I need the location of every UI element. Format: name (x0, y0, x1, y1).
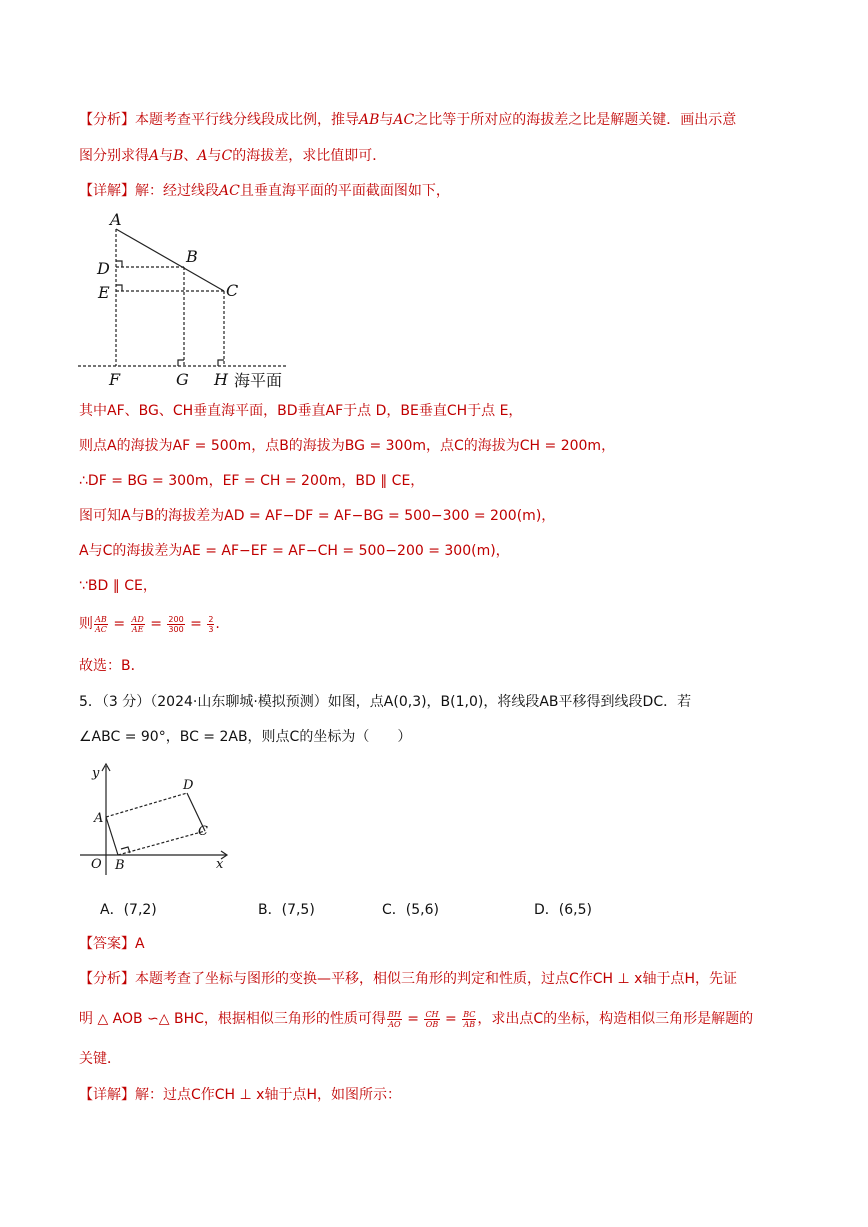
label-O: O (91, 857, 102, 872)
solution-line-2: 则点A的海拔为AF = 500m，点B的海拔为BG = 300m，点C的海拔为CH = 200m， (79, 438, 616, 454)
text: ，求出点C的坐标，构造相似三角形是解题的 (477, 1011, 754, 1027)
option-value: (5,6) (405, 902, 439, 918)
solution-line-4: 图可知A与B的海拔差为AD = AF−DF = AF−BG = 500−300 = 200(m)， (79, 508, 556, 524)
fraction-2-3 (207, 615, 214, 634)
detail-tag: 【详解】 (79, 183, 135, 199)
right-angle-mark-E (116, 285, 122, 291)
text: 本题考查平行线分线段成比例，推导 (135, 112, 359, 128)
denominator: AB (463, 1019, 476, 1029)
math-var: AC (393, 112, 415, 128)
text: 解：经过线段 (135, 183, 219, 199)
text: 的海拔差，求比值即可． (232, 148, 387, 164)
analysis2-line-2 (79, 1009, 753, 1029)
text: 本题考查了坐标与图形的变换—平移，相似三角形的判定和性质，过点C作CH ⊥ x轴于点H，先证 (135, 971, 737, 987)
answer-tag: 【答案】 (79, 936, 135, 952)
text: 之比等于所对应的海拔差之比是解题关键．画出示意 (414, 112, 737, 128)
denominator: 300 (168, 624, 184, 634)
solution-line-3: ∴DF = BG = 300m，EF = CH = 200m，BD ∥ CE， (79, 473, 425, 489)
coordinate-translation-figure (76, 760, 236, 878)
text: 与 (207, 148, 222, 164)
text: 图分别求得 (79, 148, 149, 164)
text: 则 (79, 616, 93, 632)
fraction-AD-AE (131, 615, 145, 634)
option-A[interactable] (100, 900, 157, 920)
question-5-line-2: ∠ABC = 90°，BC = 2AB，则点C的坐标为（ ） (79, 729, 412, 745)
option-C[interactable] (382, 900, 439, 920)
numerator: AB (95, 614, 107, 624)
segment-AC (116, 229, 224, 291)
segment-AB (106, 817, 118, 855)
denominator: OB (425, 1019, 439, 1029)
analysis-line-2 (79, 146, 386, 166)
numerator: BH (387, 1009, 401, 1019)
math-var: AC (219, 183, 240, 199)
right-angle-mark-D (116, 261, 122, 267)
segment-BC (118, 831, 205, 855)
math-var: A (197, 148, 208, 164)
option-D[interactable] (534, 900, 592, 920)
fraction-AB-AC (94, 615, 108, 634)
text: 、 (183, 148, 198, 164)
denominator: AO (388, 1019, 401, 1029)
label-B: B (115, 858, 125, 873)
solution-line-6: ∵BD ∥ CE， (79, 578, 157, 594)
label-A: A (94, 811, 104, 826)
option-value: (7,2) (123, 902, 157, 918)
label-x: x (216, 857, 224, 872)
label-D: D (183, 778, 194, 793)
equals: = (190, 616, 202, 632)
label-D: D (97, 259, 110, 278)
denominator: AC (95, 624, 107, 634)
label-B: B (186, 247, 198, 266)
equals: = (445, 1011, 457, 1027)
math-var: B (173, 148, 184, 164)
math-var: AB (359, 112, 380, 128)
analysis2-line-3: 关键． (79, 1051, 121, 1067)
sea-level-cross-section-figure (76, 205, 306, 390)
label-G: G (176, 370, 189, 389)
answer-value: A (135, 936, 145, 952)
option-letter: D． (534, 902, 559, 918)
option-letter: C． (382, 902, 406, 918)
denominator: AE (131, 624, 144, 634)
detail-line-1 (79, 181, 450, 201)
numerator: CH (425, 1009, 439, 1019)
option-letter: A． (100, 902, 124, 918)
fraction-BH-AO (387, 1010, 402, 1029)
segment-AD (106, 793, 187, 817)
denominator: 3 (208, 624, 214, 634)
solution-ratio-line (79, 614, 220, 634)
equals: = (150, 616, 162, 632)
label-E: E (98, 283, 110, 302)
label-A: A (110, 210, 122, 229)
math-var: C (221, 148, 233, 164)
numerator: 2 (208, 614, 214, 624)
choice-line: 故选：B． (79, 658, 145, 674)
label-y: y (92, 766, 100, 781)
detail-tag: 【详解】 (79, 1087, 135, 1103)
label-C: C (226, 281, 239, 300)
option-B[interactable] (258, 900, 315, 920)
analysis-tag: 【分析】 (79, 112, 135, 128)
answer-line (79, 934, 145, 954)
math-var: A (149, 148, 160, 164)
label-C: C (198, 824, 208, 839)
text: . (215, 616, 220, 632)
fraction-BC-AB (462, 1010, 476, 1029)
fraction-200-300 (167, 615, 184, 634)
text: 与 (379, 112, 394, 128)
analysis-tag: 【分析】 (79, 971, 135, 987)
option-letter: B． (258, 902, 282, 918)
text: 且垂直海平面的平面截面图如下， (239, 183, 450, 199)
question-5-line-1: 5．（3 分）（2024·山东聊城·模拟预测）如图，点A(0,3)，B(1,0)，将线段AB平移得到线段DC．若 (79, 694, 692, 710)
right-angle-mark-G (178, 360, 184, 366)
analysis2-line-1 (79, 969, 737, 989)
equals: = (113, 616, 126, 632)
text: 与 (159, 148, 174, 164)
analysis-line-1 (79, 110, 736, 130)
solution-line-5: A与C的海拔差为AE = AF−EF = AF−CH = 500−200 = 300(m)， (79, 543, 510, 559)
solution-line-1: 其中AF、BG、CH垂直海平面，BD垂直AF于点 D，BE垂直CH于点 E， (79, 403, 523, 419)
sea-level-label: 海平面 (234, 371, 283, 390)
option-value: (6,5) (558, 902, 592, 918)
label-F: F (109, 370, 121, 389)
numerator: 200 (168, 614, 184, 624)
text: 明 △ AOB ∽△ BHC，根据相似三角形的性质可得 (79, 1011, 386, 1027)
right-angle-mark-H (218, 360, 224, 366)
equals: = (407, 1011, 419, 1027)
label-H: H (214, 370, 228, 389)
text: 解：过点C作CH ⊥ x轴于点H，如图所示： (135, 1087, 401, 1103)
option-value: (7,5) (281, 902, 315, 918)
detail2-line (79, 1085, 401, 1105)
fraction-CH-OB (424, 1010, 439, 1029)
numerator: BC (463, 1009, 476, 1019)
numerator: AD (131, 614, 144, 624)
